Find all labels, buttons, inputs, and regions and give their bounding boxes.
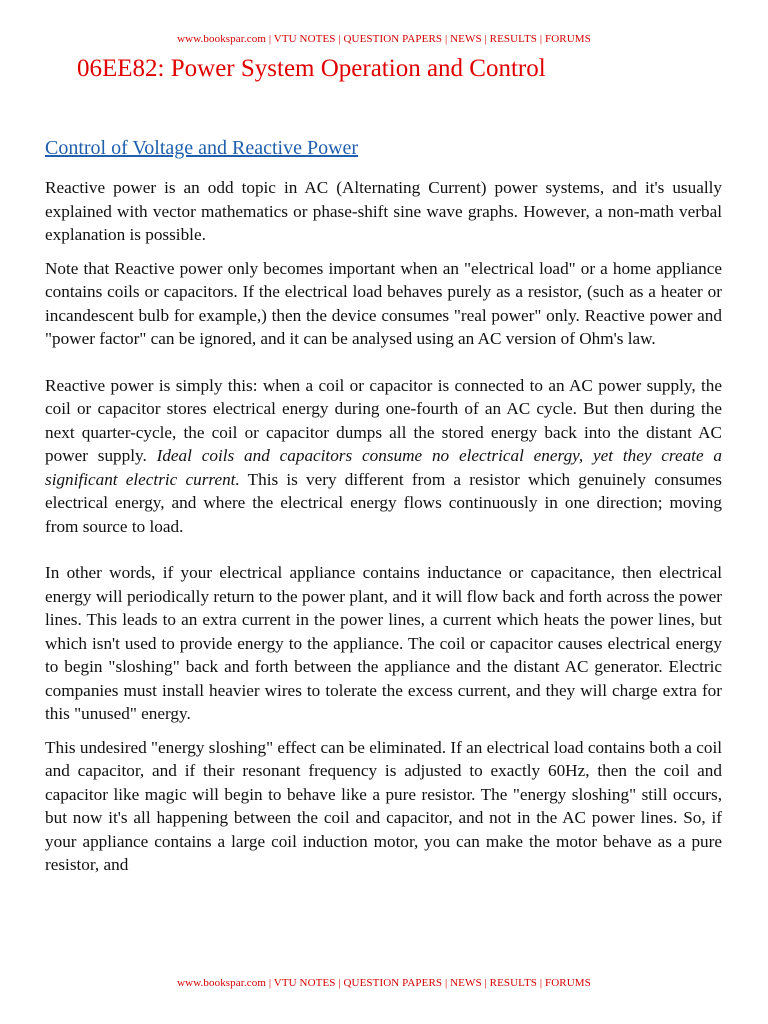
paragraph-3-emphasis: Ideal coils and capacitors consume no electrical energy, yet they create a significant electric current. bbox=[45, 446, 722, 489]
header-banner: www.bookspar.com | VTU NOTES | QUESTION PAPERS | NEWS | RESULTS | FORUMS bbox=[177, 33, 591, 45]
section-heading-link[interactable]: Control of Voltage and Reactive Power bbox=[45, 137, 359, 159]
paragraph-3 bbox=[45, 374, 722, 539]
paragraph-4: In other words, if your electrical appliance contains inductance or capacitance, then electrical energy will periodically return to the power plant, and it will flow back and forth across the power lines. This leads to an extra current in the power lines, a current which heats the power lines, but which isn't used to provide energy to the appliance. The coil or capacitor causes electrical energy to begin "sloshing" back and forth between the appliance and the distant AC generator. Electric companies must install heavier wires to tolerate the excess current, and they will charge extra for this "unused" energy. bbox=[45, 563, 722, 723]
paragraph-2: Note that Reactive power only becomes important when an "electrical load" or a home appliance contains coils or capacitors. If the electrical load behaves purely as a resistor, (such as a heater or incandescent bulb for example,) then the device consumes "real power" only. Reactive power and "power factor" can be ignored, and it can be analysed using an AC version of Ohm's law. bbox=[45, 258, 722, 348]
footer-banner: www.bookspar.com | VTU NOTES | QUESTION PAPERS | NEWS | RESULTS | FORUMS bbox=[177, 977, 591, 989]
paragraph-5: This undesired "energy sloshing" effect can be eliminated. If an electrical load contains both a coil and capacitor, and if their resonant frequency is adjusted to exactly 60Hz, then the coil and capacitor like magic will begin to behave like a pure resistor. The "energy sloshing" still occurs, but now it's all happening between the coil and capacitor, and not in the AC power lines. So, if your appliance contains a large coil induction motor, you can make the motor behave as a pure resistor, and bbox=[45, 737, 722, 874]
paragraph-3-end: This is very different from a resistor which genuinely consumes electrical energy, and where the electrical energy flows continuously in one direction; moving from source to load. bbox=[45, 469, 722, 536]
document-body bbox=[45, 176, 722, 877]
paragraph-3-start: Reactive power is simply this: when a coil or capacitor is connected to an AC power supply, the coil or capacitor stores electrical energy during one-fourth of an AC cycle. But then during the next quarter-cycle, the coil or capacitor dumps all the stored energy back into the distant AC power supply. bbox=[45, 375, 722, 465]
paragraph-1: Reactive power is an odd topic in AC (Alternating Current) power systems, and it's usually explained with vector mathematics or phase-shift sine wave graphs. However, a non-math verbal explanation is possible. bbox=[45, 178, 722, 244]
document-title: 06EE82: Power System Operation and Control bbox=[77, 55, 546, 82]
